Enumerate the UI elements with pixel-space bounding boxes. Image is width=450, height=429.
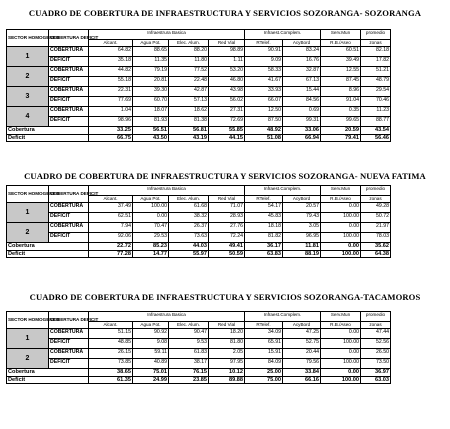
cob-def-header: COBERTURA DEFICIT bbox=[49, 30, 89, 47]
value-cell: 98.96 bbox=[89, 117, 133, 127]
value-cell: 88.20 bbox=[169, 47, 209, 57]
value-cell: 53.20 bbox=[209, 67, 245, 77]
row-label: COBERTURA bbox=[49, 67, 89, 77]
value-cell: 51.15 bbox=[89, 329, 133, 339]
column-header: Alcant. bbox=[89, 196, 133, 203]
row-label: COBERTURA bbox=[49, 223, 89, 233]
value-cell: 70.46 bbox=[361, 97, 391, 107]
total-cell: 0.00 bbox=[321, 243, 361, 250]
total-cell: 56.81 bbox=[169, 127, 209, 134]
value-cell: 39.30 bbox=[133, 87, 169, 97]
value-cell: 99.31 bbox=[283, 117, 321, 127]
value-cell: 42.87 bbox=[169, 87, 209, 97]
value-cell: 59.11 bbox=[133, 349, 169, 359]
value-cell: 27.76 bbox=[209, 223, 245, 233]
column-header: RTelef. bbox=[245, 196, 283, 203]
cob-def-header: COBERTURA DEFICIT bbox=[49, 312, 89, 329]
value-cell: 0.35 bbox=[321, 107, 361, 117]
value-cell: 60.51 bbox=[321, 47, 361, 57]
value-cell: 49.28 bbox=[361, 203, 391, 213]
value-cell: 1.04 bbox=[89, 107, 133, 117]
total-cell: 22.72 bbox=[89, 243, 133, 250]
table-title: CUADRO DE COBERTURA DE INFRAESTRUCTURA Y SERVICIOS SOZORANGA- NUEVA FATIMA bbox=[24, 171, 426, 181]
row-label: COBERTURA bbox=[49, 87, 89, 97]
value-cell: 60.70 bbox=[133, 97, 169, 107]
row-label: DEFICIT bbox=[49, 77, 89, 87]
total-cell: 55.97 bbox=[169, 250, 209, 257]
value-cell: 28.93 bbox=[209, 213, 245, 223]
value-cell: 38.17 bbox=[169, 359, 209, 369]
row-label: DEFICIT bbox=[49, 359, 89, 369]
value-cell: 35.18 bbox=[89, 57, 133, 67]
total-label: Deficit bbox=[7, 376, 89, 383]
value-cell: 9.08 bbox=[133, 339, 169, 349]
value-cell: 64.82 bbox=[89, 47, 133, 57]
value-cell: 79.19 bbox=[133, 67, 169, 77]
value-cell: 34.09 bbox=[245, 329, 283, 339]
value-cell: 71.07 bbox=[209, 203, 245, 213]
value-cell: 11.80 bbox=[169, 57, 209, 67]
value-cell: 81.93 bbox=[133, 117, 169, 127]
sector-header: SECTOR HOMOGENEO bbox=[7, 30, 49, 47]
value-cell: 96.95 bbox=[283, 233, 321, 243]
value-cell: 20.44 bbox=[283, 349, 321, 359]
total-cell: 48.92 bbox=[245, 127, 283, 134]
value-cell: 73.63 bbox=[169, 233, 209, 243]
value-cell: 18.07 bbox=[133, 107, 169, 117]
value-cell: 37.49 bbox=[89, 203, 133, 213]
value-cell: 66.07 bbox=[245, 97, 283, 107]
value-cell: 98.89 bbox=[209, 47, 245, 57]
value-cell: 20.81 bbox=[133, 77, 169, 87]
value-cell: 56.02 bbox=[209, 97, 245, 107]
value-cell: 50.72 bbox=[361, 213, 391, 223]
value-cell: 22.31 bbox=[89, 87, 133, 97]
value-cell: 52.75 bbox=[283, 339, 321, 349]
total-cell: 10.12 bbox=[209, 369, 245, 376]
column-header: zonas bbox=[361, 196, 391, 203]
column-header: Red Vial bbox=[209, 196, 245, 203]
value-cell: 87.50 bbox=[245, 117, 283, 127]
total-cell: 33.25 bbox=[89, 127, 133, 134]
value-cell: 0.00 bbox=[321, 329, 361, 339]
value-cell: 48.79 bbox=[361, 77, 391, 87]
value-cell: 72.24 bbox=[209, 233, 245, 243]
value-cell: 44.82 bbox=[89, 67, 133, 77]
value-cell: 58.33 bbox=[245, 67, 283, 77]
row-label: DEFICIT bbox=[49, 233, 89, 243]
total-cell: 100.00 bbox=[321, 250, 361, 257]
value-cell: 11.35 bbox=[133, 57, 169, 67]
sector-id: 1 bbox=[7, 203, 49, 223]
group-header: Infraest.Complem. bbox=[245, 312, 321, 322]
total-cell: 75.00 bbox=[245, 376, 283, 383]
value-cell: 55.18 bbox=[89, 77, 133, 87]
value-cell: 73.50 bbox=[361, 359, 391, 369]
value-cell: 61.83 bbox=[169, 349, 209, 359]
value-cell: 22.48 bbox=[169, 77, 209, 87]
value-cell: 88.65 bbox=[133, 47, 169, 57]
total-cell: 61.35 bbox=[89, 376, 133, 383]
total-cell: 33.84 bbox=[283, 369, 321, 376]
value-cell: 33.93 bbox=[245, 87, 283, 97]
total-cell: 43.19 bbox=[169, 134, 209, 141]
column-header: Alcant. bbox=[89, 40, 133, 47]
column-header: R.B./Aseo bbox=[321, 322, 361, 329]
value-cell: 81.80 bbox=[209, 339, 245, 349]
group-header: Infraest.Complem. bbox=[245, 30, 321, 40]
sector-id: 2 bbox=[7, 67, 49, 87]
total-cell: 88.19 bbox=[283, 250, 321, 257]
value-cell: 82.18 bbox=[361, 47, 391, 57]
value-cell: 87.45 bbox=[321, 77, 361, 87]
value-cell: 90.91 bbox=[245, 47, 283, 57]
total-cell: 77.28 bbox=[89, 250, 133, 257]
column-header: AcyBord bbox=[283, 40, 321, 47]
value-cell: 1.11 bbox=[209, 57, 245, 67]
total-cell: 36.17 bbox=[245, 243, 283, 250]
value-cell: 20.57 bbox=[283, 203, 321, 213]
value-cell: 12.55 bbox=[321, 67, 361, 77]
group-header: Infraestrura Basica bbox=[89, 30, 245, 40]
row-label: COBERTURA bbox=[49, 329, 89, 339]
total-cell: 33.06 bbox=[283, 127, 321, 134]
column-header: Elec. Alum. bbox=[169, 40, 209, 47]
sector-id: 1 bbox=[7, 329, 49, 349]
column-header: R.B./Aseo bbox=[321, 196, 361, 203]
sector-header: SECTOR HOMOGENEO bbox=[7, 186, 49, 203]
total-cell: 56.51 bbox=[133, 127, 169, 134]
column-header: Alcant. bbox=[89, 322, 133, 329]
value-cell: 17.82 bbox=[361, 57, 391, 67]
value-cell: 7.94 bbox=[89, 223, 133, 233]
total-cell: 55.85 bbox=[209, 127, 245, 134]
sector-id: 1 bbox=[7, 47, 49, 67]
total-cell: 38.65 bbox=[89, 369, 133, 376]
total-cell: 23.85 bbox=[169, 376, 209, 383]
value-cell: 15.91 bbox=[245, 349, 283, 359]
total-cell: 56.46 bbox=[361, 134, 391, 141]
total-cell: 63.03 bbox=[361, 376, 391, 383]
value-cell: 79.56 bbox=[283, 359, 321, 369]
value-cell: 12.50 bbox=[245, 107, 283, 117]
value-cell: 62.51 bbox=[89, 213, 133, 223]
value-cell: 9.09 bbox=[245, 57, 283, 67]
row-label: DEFICIT bbox=[49, 339, 89, 349]
value-cell: 48.85 bbox=[89, 339, 133, 349]
value-cell: 26.15 bbox=[89, 349, 133, 359]
row-label: DEFICIT bbox=[49, 57, 89, 67]
value-cell: 9.53 bbox=[169, 339, 209, 349]
total-cell: 44.15 bbox=[209, 134, 245, 141]
column-header: Red Vial bbox=[209, 322, 245, 329]
sector-id: 3 bbox=[7, 87, 49, 107]
value-cell: 46.80 bbox=[209, 77, 245, 87]
value-cell: 41.67 bbox=[245, 77, 283, 87]
row-label: DEFICIT bbox=[49, 213, 89, 223]
table-title: CUADRO DE COBERTURA DE INFRAESTRUCTURA Y SERVICIOS SOZORANGA- SOZORANGA bbox=[28, 8, 422, 18]
value-cell: 0.00 bbox=[321, 203, 361, 213]
value-cell: 90.47 bbox=[169, 329, 209, 339]
value-cell: 81.38 bbox=[169, 117, 209, 127]
value-cell: 0.00 bbox=[321, 223, 361, 233]
total-cell: 64.38 bbox=[361, 250, 391, 257]
total-cell: 14.77 bbox=[133, 250, 169, 257]
value-cell: 77.69 bbox=[89, 97, 133, 107]
value-cell: 11.23 bbox=[361, 107, 391, 117]
value-cell: 54.17 bbox=[245, 203, 283, 213]
value-cell: 91.04 bbox=[321, 97, 361, 107]
total-cell: 89.88 bbox=[209, 376, 245, 383]
column-header: AcyBord bbox=[283, 322, 321, 329]
total-cell: 35.62 bbox=[361, 243, 391, 250]
value-cell: 26.50 bbox=[361, 349, 391, 359]
value-cell: 0.00 bbox=[321, 349, 361, 359]
value-cell: 92.06 bbox=[89, 233, 133, 243]
column-header: Agua Pot. bbox=[133, 40, 169, 47]
value-cell: 73.85 bbox=[89, 359, 133, 369]
value-cell: 47.25 bbox=[283, 329, 321, 339]
value-cell: 43.98 bbox=[209, 87, 245, 97]
value-cell: 18.62 bbox=[169, 107, 209, 117]
value-cell: 100.00 bbox=[321, 339, 361, 349]
value-cell: 29.54 bbox=[361, 87, 391, 97]
total-cell: 51.08 bbox=[245, 134, 283, 141]
value-cell: 3.05 bbox=[283, 223, 321, 233]
value-cell: 61.68 bbox=[169, 203, 209, 213]
column-header: RTelef. bbox=[245, 322, 283, 329]
total-label: Cobertura bbox=[7, 127, 89, 134]
group-header: promedio bbox=[361, 186, 391, 196]
value-cell: 65.91 bbox=[245, 339, 283, 349]
coverage-table bbox=[6, 311, 443, 384]
total-cell: 85.23 bbox=[133, 243, 169, 250]
row-label: DEFICIT bbox=[49, 117, 89, 127]
total-cell: 24.99 bbox=[133, 376, 169, 383]
value-cell: 84.09 bbox=[245, 359, 283, 369]
total-cell: 43.54 bbox=[361, 127, 391, 134]
total-cell: 66.94 bbox=[283, 134, 321, 141]
total-cell: 66.75 bbox=[89, 134, 133, 141]
row-label: COBERTURA bbox=[49, 349, 89, 359]
value-cell: 84.56 bbox=[283, 97, 321, 107]
group-header: Serv.Mun bbox=[321, 312, 361, 322]
coverage-table bbox=[6, 185, 443, 258]
value-cell: 51.21 bbox=[361, 67, 391, 77]
column-header: Elec. Alum. bbox=[169, 322, 209, 329]
value-cell: 40.89 bbox=[133, 359, 169, 369]
value-cell: 78.03 bbox=[361, 233, 391, 243]
value-cell: 81.82 bbox=[245, 233, 283, 243]
total-cell: 79.41 bbox=[321, 134, 361, 141]
value-cell: 100.00 bbox=[321, 359, 361, 369]
row-label: DEFICIT bbox=[49, 97, 89, 107]
value-cell: 70.47 bbox=[133, 223, 169, 233]
total-cell: 43.50 bbox=[133, 134, 169, 141]
total-label: Cobertura bbox=[7, 243, 89, 250]
value-cell: 29.53 bbox=[133, 233, 169, 243]
total-cell: 75.01 bbox=[133, 369, 169, 376]
total-cell: 36.97 bbox=[361, 369, 391, 376]
value-cell: 83.24 bbox=[283, 47, 321, 57]
total-cell: 11.81 bbox=[283, 243, 321, 250]
column-header: AcyBord bbox=[283, 196, 321, 203]
column-header: Elec. Alum. bbox=[169, 196, 209, 203]
value-cell: 8.96 bbox=[321, 87, 361, 97]
sector-id: 4 bbox=[7, 107, 49, 127]
value-cell: 47.44 bbox=[361, 329, 391, 339]
value-cell: 27.31 bbox=[209, 107, 245, 117]
value-cell: 39.49 bbox=[321, 57, 361, 67]
value-cell: 99.65 bbox=[321, 117, 361, 127]
total-label: Deficit bbox=[7, 250, 89, 257]
value-cell: 0.69 bbox=[283, 107, 321, 117]
group-header: Infraestrura Basica bbox=[89, 186, 245, 196]
group-header: Infraest.Complem. bbox=[245, 186, 321, 196]
total-cell: 25.00 bbox=[245, 369, 283, 376]
total-cell: 76.15 bbox=[169, 369, 209, 376]
value-cell: 15.44 bbox=[283, 87, 321, 97]
column-header: RTelef. bbox=[245, 40, 283, 47]
value-cell: 52.56 bbox=[361, 339, 391, 349]
value-cell: 32.87 bbox=[283, 67, 321, 77]
total-label: Deficit bbox=[7, 134, 89, 141]
row-label: COBERTURA bbox=[49, 47, 89, 57]
column-header: Red Vial bbox=[209, 40, 245, 47]
row-label: COBERTURA bbox=[49, 203, 89, 213]
value-cell: 100.00 bbox=[133, 203, 169, 213]
group-header: promedio bbox=[361, 30, 391, 40]
group-header: Infraestrura Basica bbox=[89, 312, 245, 322]
group-header: Serv.Mun bbox=[321, 186, 361, 196]
total-cell: 66.16 bbox=[283, 376, 321, 383]
value-cell: 100.00 bbox=[321, 213, 361, 223]
value-cell: 97.95 bbox=[209, 359, 245, 369]
total-cell: 0.00 bbox=[321, 369, 361, 376]
total-cell: 20.59 bbox=[321, 127, 361, 134]
value-cell: 16.76 bbox=[283, 57, 321, 67]
sector-header: SECTOR HOMOGENEO bbox=[7, 312, 49, 329]
value-cell: 0.00 bbox=[133, 213, 169, 223]
column-header: zonas bbox=[361, 40, 391, 47]
value-cell: 72.69 bbox=[209, 117, 245, 127]
value-cell: 67.13 bbox=[283, 77, 321, 87]
value-cell: 88.77 bbox=[361, 117, 391, 127]
value-cell: 21.97 bbox=[361, 223, 391, 233]
total-cell: 50.59 bbox=[209, 250, 245, 257]
total-label: Cobertura bbox=[7, 369, 89, 376]
value-cell: 57.13 bbox=[169, 97, 209, 107]
sector-id: 2 bbox=[7, 223, 49, 243]
value-cell: 45.83 bbox=[245, 213, 283, 223]
row-label: COBERTURA bbox=[49, 107, 89, 117]
value-cell: 2.05 bbox=[209, 349, 245, 359]
group-header: promedio bbox=[361, 312, 391, 322]
cob-def-header: COBERTURA DEFICIT bbox=[49, 186, 89, 203]
table-title: CUADRO DE COBERTURA DE INFRAESTRUCTURA Y SERVICIOS SOZORANGA-TACAMOROS bbox=[29, 292, 421, 302]
total-cell: 49.41 bbox=[209, 243, 245, 250]
value-cell: 100.00 bbox=[321, 233, 361, 243]
value-cell: 79.43 bbox=[283, 213, 321, 223]
total-cell: 44.03 bbox=[169, 243, 209, 250]
column-header: zonas bbox=[361, 322, 391, 329]
coverage-table bbox=[6, 29, 443, 142]
value-cell: 18.18 bbox=[245, 223, 283, 233]
group-header: Serv.Mun bbox=[321, 30, 361, 40]
value-cell: 26.37 bbox=[169, 223, 209, 233]
sector-id: 2 bbox=[7, 349, 49, 369]
value-cell: 90.92 bbox=[133, 329, 169, 339]
column-header: Agua Pot. bbox=[133, 196, 169, 203]
total-cell: 100.00 bbox=[321, 376, 361, 383]
value-cell: 18.20 bbox=[209, 329, 245, 339]
column-header: Agua Pot. bbox=[133, 322, 169, 329]
value-cell: 38.32 bbox=[169, 213, 209, 223]
total-cell: 63.83 bbox=[245, 250, 283, 257]
value-cell: 77.52 bbox=[169, 67, 209, 77]
column-header: R.B./Aseo bbox=[321, 40, 361, 47]
